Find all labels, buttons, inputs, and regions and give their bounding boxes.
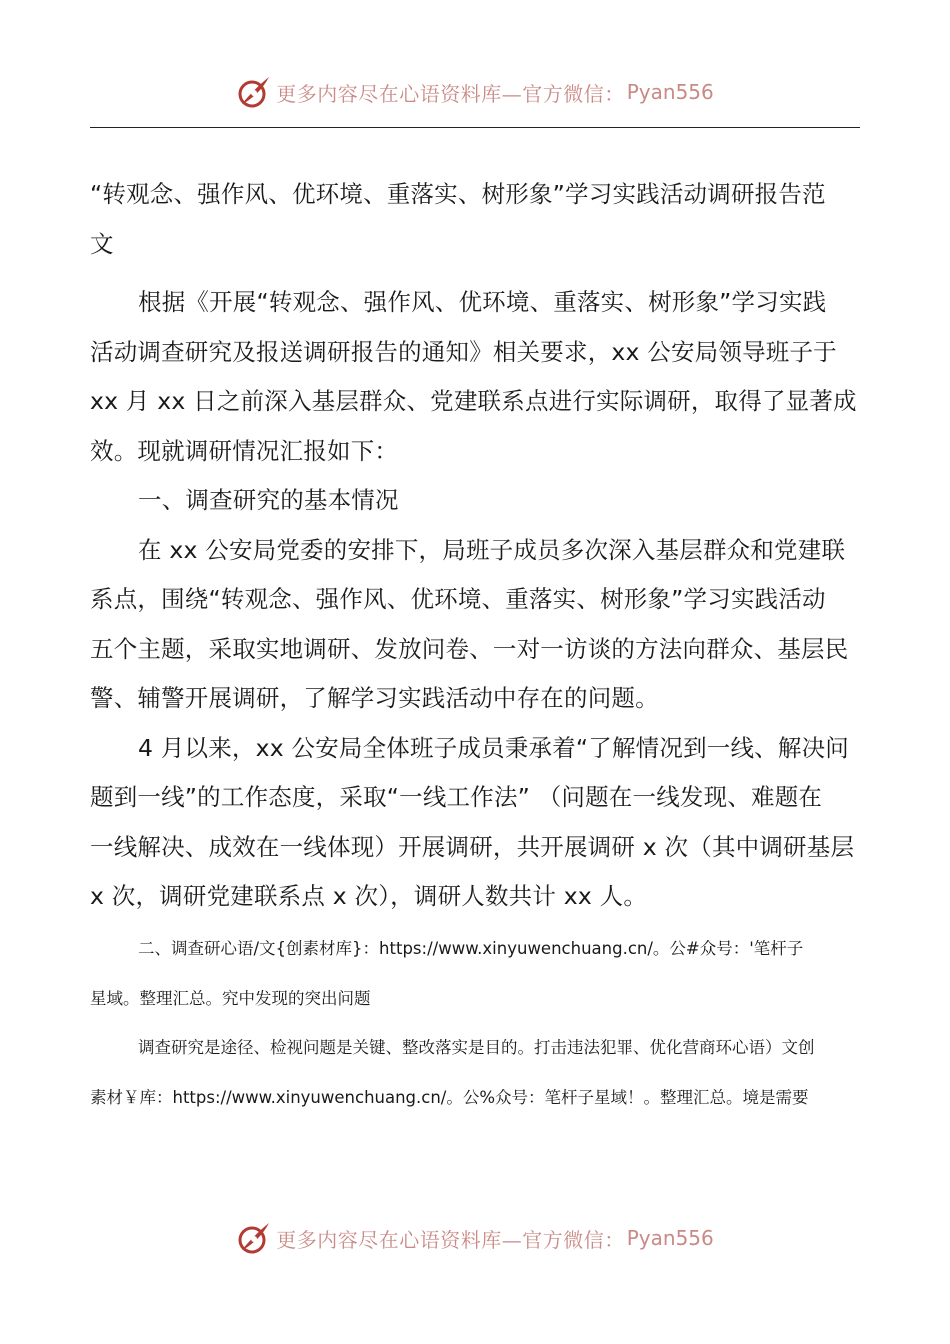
watermark-text: 更多内容尽在心语资料库—官方微信： bbox=[276, 1227, 625, 1252]
spacer bbox=[90, 269, 860, 278]
small-line-4: 素材￥库：https://www.xinyuwenchuang.cn/。公%众号：笔杆子星域！。整理汇总。境是需要 bbox=[90, 1087, 809, 1107]
paragraph-1-line: xx 月 xx 日之前深入基层群众、党建联系点进行实际调研，取得了显著成 bbox=[90, 387, 857, 415]
watermark-text: 更多内容尽在心语资料库—官方微信： bbox=[276, 81, 625, 106]
quill-logo-icon bbox=[236, 1220, 272, 1256]
header-watermark bbox=[0, 70, 950, 114]
paragraph-2-line: 警、辅警开展调研，了解学习实践活动中存在的问题。 bbox=[90, 684, 659, 712]
paragraph-2-line: 系点，围绕“转观念、强作风、优环境、重落实、树形象”学习实践活动 bbox=[90, 585, 826, 613]
paragraph-3-line: 一线解决、成效在一线体现）开展调研，共开展调研 x 次（其中调研基层 bbox=[90, 832, 855, 861]
small-text-block bbox=[90, 924, 860, 1122]
paragraph-2-line: 在 xx 公安局党委的安排下，局班子成员多次深入基层群众和党建联 bbox=[138, 535, 846, 564]
document-body bbox=[90, 170, 860, 922]
paragraph-3-line: 题到一线”的工作态度，采取“一线工作法” （问题在一线发现、难题在 bbox=[90, 783, 823, 811]
header-divider bbox=[90, 127, 860, 128]
watermark-wechat-id: Pyan556 bbox=[626, 1226, 714, 1250]
paragraph-2-line: 五个主题，采取实地调研、发放问卷、一对一访谈的方法向群众、基层民 bbox=[90, 634, 849, 663]
doc-title-line-2: 文 bbox=[90, 229, 114, 258]
section-heading-1: 一、调查研究的基本情况 bbox=[138, 486, 399, 514]
doc-title-line-1: “转观念、强作风、优环境、重落实、树形象”学习实践活动调研报告范 bbox=[90, 180, 826, 208]
watermark-wechat-id: Pyan556 bbox=[626, 80, 714, 104]
small-line-3: 调查研究是途径、检视问题是关键、整改落实是目的。打击违法犯罪、优化营商环心语）文创 bbox=[138, 1038, 815, 1057]
small-line-2: 星域。整理汇总。究中发现的突出问题 bbox=[90, 988, 371, 1008]
paragraph-3-line: x 次，调研党建联系点 x 次），调研人数共计 xx 人。 bbox=[90, 882, 648, 910]
footer-watermark bbox=[0, 1216, 950, 1260]
paragraph-1-line: 效。现就调研情况汇报如下： bbox=[90, 436, 399, 465]
small-line-1: 二、调查研心语/文{创素材库}：https://www.xinyuwenchuang.cn/。公#众号：'笔杆子 bbox=[138, 939, 804, 958]
quill-logo-icon bbox=[236, 74, 272, 110]
paragraph-3-line: 4 月以来，xx 公安局全体班子成员秉承着“了解情况到一线、解决问 bbox=[138, 733, 849, 762]
paragraph-1-line: 根据《开展“转观念、强作风、优环境、重落实、树形象”学习实践 bbox=[138, 288, 827, 316]
paragraph-1-line: 活动调查研究及报送调研报告的通知》相关要求，xx 公安局领导班子于 bbox=[90, 337, 837, 366]
